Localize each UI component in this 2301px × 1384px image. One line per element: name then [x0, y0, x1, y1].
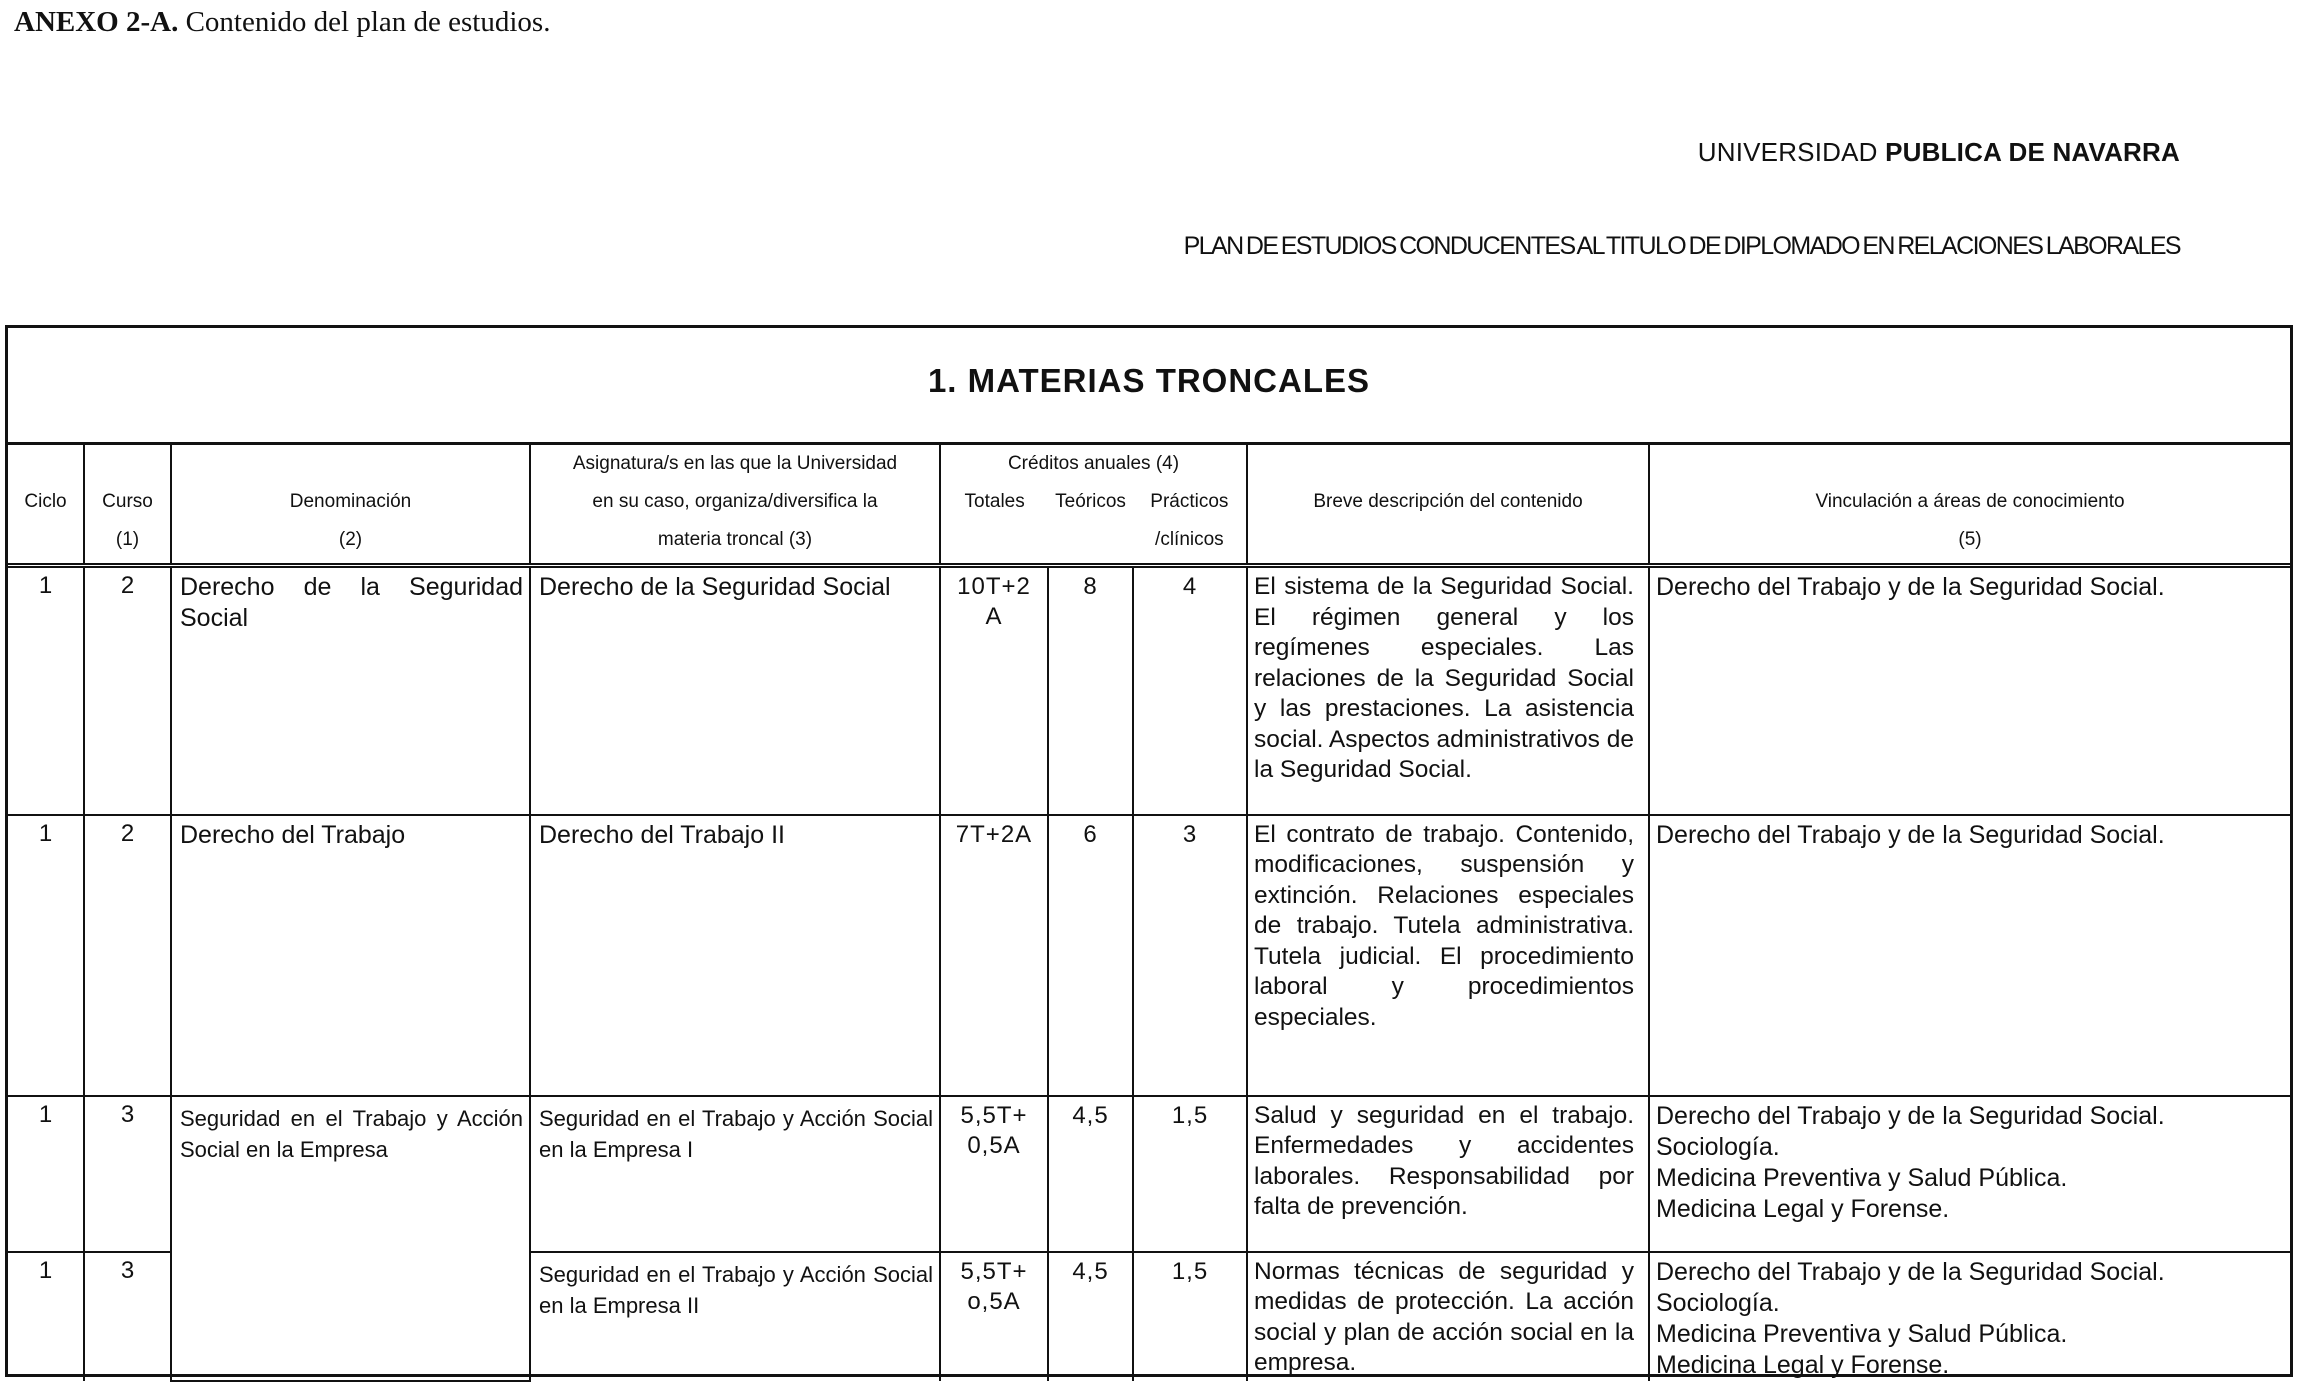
header-asignatura-line2: en su caso, organiza/diversifica la: [592, 491, 878, 512]
header-practicos: Prácticos: [1150, 491, 1229, 512]
cell-asignatura: Seguridad en el Trabajo y Acción Social en la Empresa I: [530, 1096, 940, 1252]
cell-teoricos: 6: [1048, 815, 1133, 1096]
header-creditos-label: Créditos anuales (4): [1007, 453, 1180, 474]
header-curso-note: (1): [115, 529, 140, 550]
vinculacion-item: Medicina Preventiva y Salud Pública.: [1656, 1319, 2068, 1348]
cell-teoricos: 8: [1048, 566, 1133, 815]
cell-curso: 2: [84, 815, 171, 1096]
cell-practicos: 1,5: [1133, 1096, 1247, 1252]
cell-practicos: 3: [1133, 815, 1247, 1096]
header-ciclo-label: Ciclo: [24, 491, 67, 512]
header-vinculacion: [1649, 444, 2290, 566]
cell-totales: [940, 815, 1048, 1096]
header-descripcion-label: Breve descripción del contenido: [1313, 491, 1583, 512]
table-row: [8, 566, 2290, 815]
cell-ciclo: 1: [8, 1252, 84, 1381]
cell-asignatura: Seguridad en el Trabajo y Acción Social en la Empresa II: [530, 1252, 940, 1381]
cell-descripcion: El contrato de trabajo. Contenido, modificaciones, suspensión y extinción. Relaciones especiales de trabajo. Tutela administrativa. Tutela judicial. El procedimiento laboral y procedimientos especiales.: [1247, 815, 1649, 1096]
vinculacion-item: Derecho del Trabajo y de la Seguridad Social.: [1656, 1101, 2165, 1130]
cell-totales-line1: 10T+2: [957, 573, 1031, 600]
header-creditos: [940, 444, 1247, 566]
annex-heading: [14, 6, 550, 39]
cell-totales-line2: o,5A: [967, 1287, 1021, 1315]
header-teoricos: Teóricos: [1055, 491, 1126, 512]
header-vinculacion-label: Vinculación a áreas de conocimiento: [1815, 491, 2125, 512]
vinculacion-item: Derecho del Trabajo y de la Seguridad Social.: [1656, 573, 2165, 601]
cell-teoricos: 4,5: [1048, 1252, 1133, 1381]
header-descripcion: [1247, 444, 1649, 566]
cell-practicos: 4: [1133, 566, 1247, 815]
table-header-row: [8, 444, 2290, 566]
university-heading: [1698, 137, 2180, 168]
materias-troncales-frame: [5, 325, 2293, 1377]
cell-descripcion: El sistema de la Seguridad Social. El régimen general y los regímenes especiales. Las relaciones de la Seguridad Social y las prestaciones. La asistencia social. Aspectos administrativos de la Seguridad Social.: [1247, 566, 1649, 815]
header-vinculacion-note: (5): [1958, 529, 1982, 550]
cell-ciclo: 1: [8, 815, 84, 1096]
cell-totales-line2: A: [985, 603, 1003, 630]
vinculacion-item: Sociología.: [1656, 1288, 1780, 1317]
header-denominacion-label: Denominación: [289, 491, 412, 512]
cell-descripcion: Normas técnicas de seguridad y medidas de protección. La acción social y plan de acción social en la empresa.: [1247, 1252, 1649, 1381]
cell-denominacion: Seguridad en el Trabajo y Acción Social en la Empresa: [171, 1096, 530, 1381]
cell-denominacion: Derecho de la Seguridad Social: [171, 566, 530, 815]
table-row: [8, 1096, 2290, 1252]
cell-ciclo: 1: [8, 566, 84, 815]
cell-descripcion: Salud y seguridad en el trabajo. Enfermedades y accidentes laborales. Responsabilidad por falta de prevención.: [1247, 1096, 1649, 1252]
header-asignatura: [530, 444, 940, 566]
university-name: PUBLICA DE NAVARRA: [1885, 137, 2180, 167]
header-curso: [84, 444, 171, 566]
cell-denominacion: Derecho del Trabajo: [171, 815, 530, 1096]
header-curso-label: Curso: [102, 491, 153, 512]
cell-curso: 3: [84, 1252, 171, 1381]
annex-text: Contenido del plan de estudios.: [185, 6, 551, 38]
cell-totales: [940, 566, 1048, 815]
cell-vinculacion: [1649, 815, 2290, 1096]
cell-asignatura: Derecho de la Seguridad Social: [530, 566, 940, 815]
plan-title: PLAN DE ESTUDIOS CONDUCENTES AL TITULO DE DIPLOMADO EN RELACIONES LABORALES: [1183, 232, 2180, 260]
header-ciclo: [8, 444, 84, 566]
vinculacion-item: Sociología.: [1656, 1132, 1780, 1161]
cell-asignatura: Derecho del Trabajo II: [530, 815, 940, 1096]
cell-vinculacion: [1649, 1252, 2290, 1381]
cell-practicos: 1,5: [1133, 1252, 1247, 1381]
cell-vinculacion: [1649, 1096, 2290, 1252]
cell-totales: [940, 1252, 1048, 1381]
header-asignatura-line1: Asignatura/s en las que la Universidad: [572, 453, 898, 474]
cell-curso: 2: [84, 566, 171, 815]
cell-totales-line1: 7T+2A: [955, 820, 1033, 848]
vinculacion-item: Medicina Preventiva y Salud Pública.: [1656, 1163, 2068, 1192]
cell-totales-line1: 5,5T+: [960, 1101, 1028, 1129]
cell-totales: [940, 1096, 1048, 1252]
annex-label: ANEXO 2-A.: [14, 6, 179, 38]
section-title: 1. MATERIAS TRONCALES: [927, 362, 1371, 399]
header-denominacion-note: (2): [338, 529, 363, 550]
header-asignatura-line3: materia troncal (3): [657, 529, 813, 550]
header-totales: Totales: [964, 491, 1025, 512]
university-prefix: UNIVERSIDAD: [1697, 137, 1878, 167]
vinculacion-item: Derecho del Trabajo y de la Seguridad Social.: [1656, 820, 2165, 849]
cell-vinculacion: [1649, 566, 2290, 815]
vinculacion-item: Derecho del Trabajo y de la Seguridad Social.: [1656, 1257, 2165, 1286]
subjects-table: [8, 442, 2290, 1382]
cell-teoricos: 4,5: [1048, 1096, 1133, 1252]
cell-totales-line2: 0,5A: [967, 1131, 1021, 1159]
table-row: [8, 815, 2290, 1096]
vinculacion-item: Medicina Legal y Forense.: [1656, 1350, 1950, 1379]
cell-curso: 3: [84, 1096, 171, 1252]
cell-totales-line1: 5,5T+: [960, 1257, 1028, 1285]
header-denominacion: [171, 444, 530, 566]
cell-ciclo: 1: [8, 1096, 84, 1252]
header-clinicos: /clínicos: [1155, 529, 1224, 550]
vinculacion-item: Medicina Legal y Forense.: [1656, 1194, 1950, 1223]
